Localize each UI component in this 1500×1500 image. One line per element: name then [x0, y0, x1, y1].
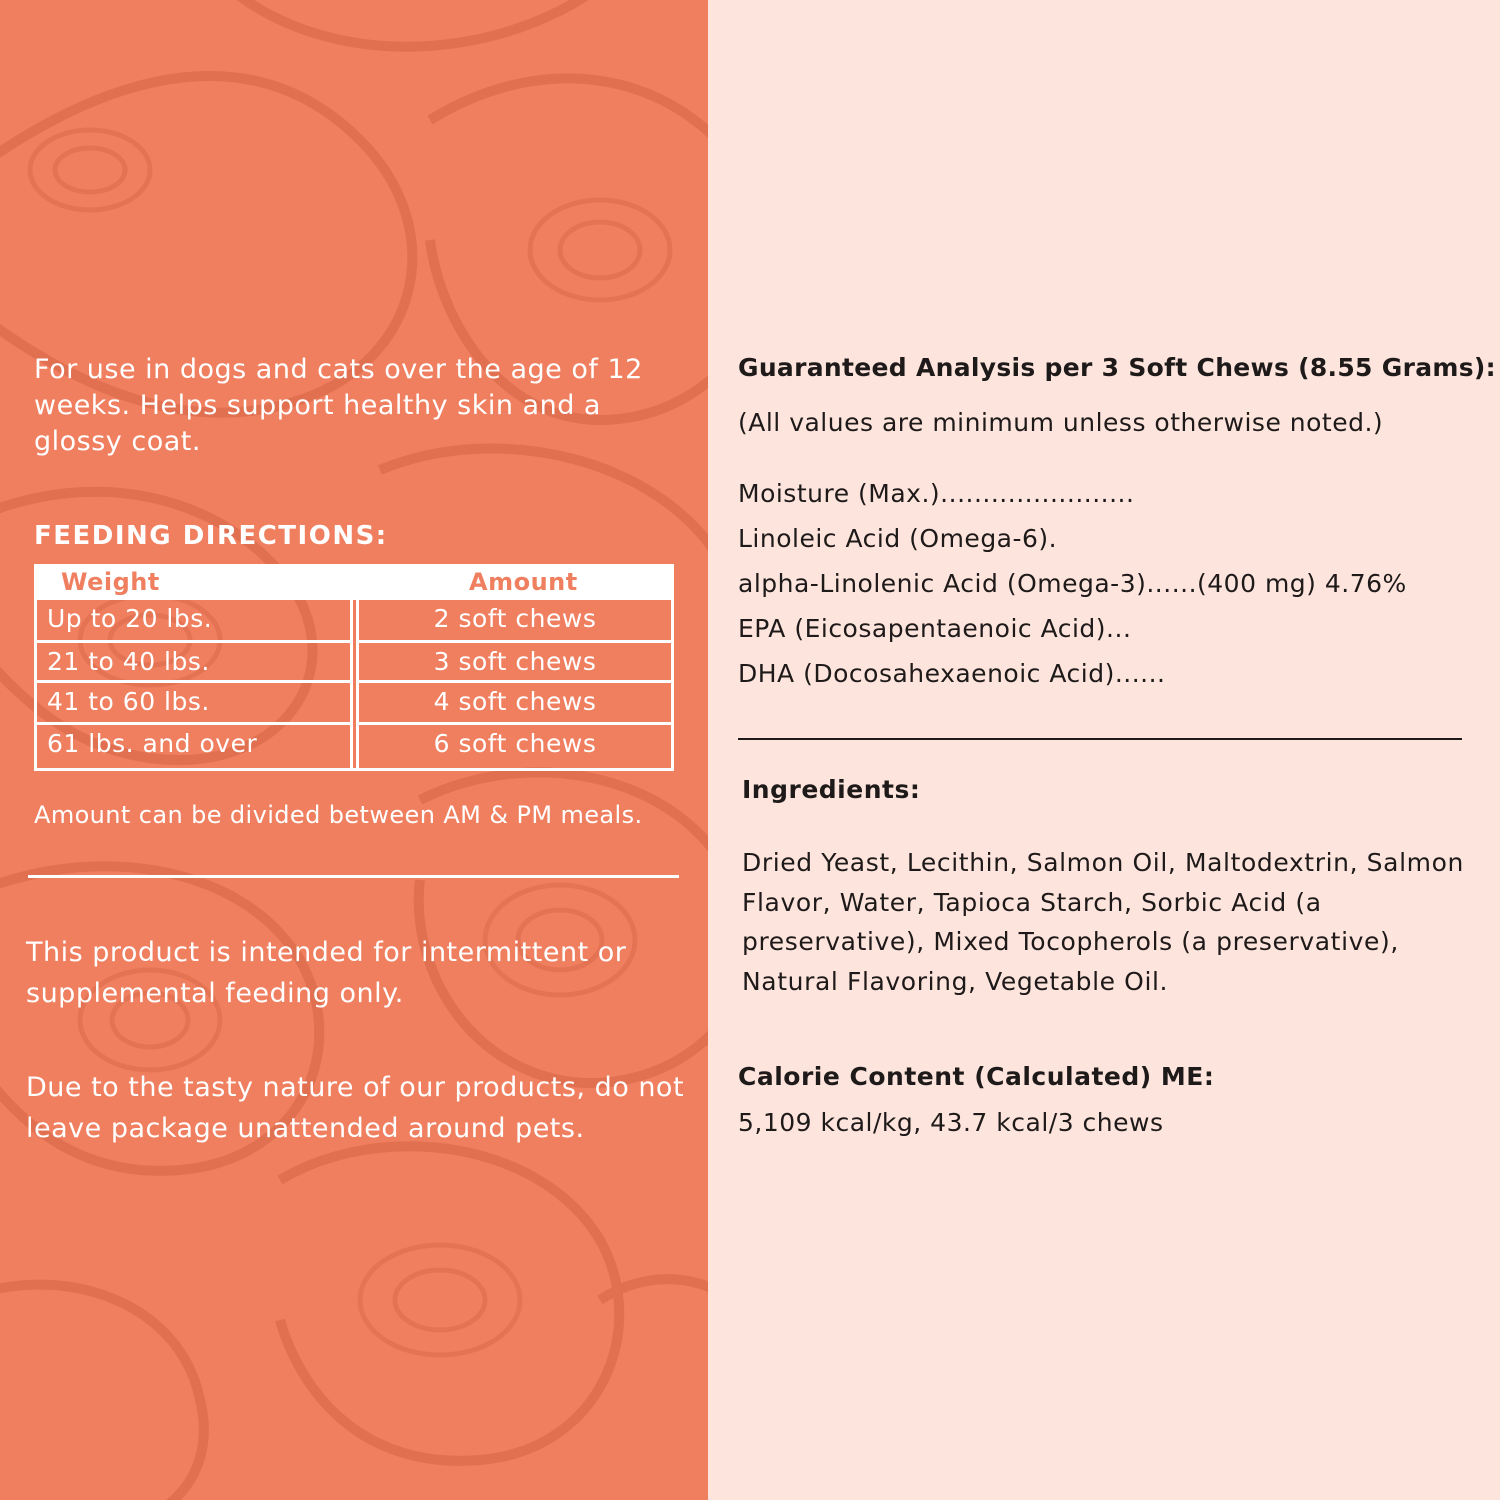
divided-note: Amount can be divided between AM & PM meals. — [34, 801, 643, 829]
list-item: EPA (Eicosapentaenoic Acid)... — [738, 614, 1132, 643]
feeding-directions-title: FEEDING DIRECTIONS: — [34, 521, 388, 551]
supplemental-feeding-note: This product is intended for intermittent or supplemental feeding only. — [26, 937, 627, 1009]
left-content — [0, 0, 708, 1500]
left-panel — [0, 0, 708, 1500]
ingredients-title: Ingredients: — [742, 775, 921, 804]
left-divider — [28, 875, 679, 878]
cell-weight: 41 to 60 lbs. — [37, 683, 353, 725]
guaranteed-analysis-note: (All values are minimum unless otherwise noted.) — [738, 408, 1384, 437]
cell-amount: 6 soft chews — [356, 725, 671, 768]
package-warning: Due to the tasty nature of our products, do not leave package unattended around pets. — [26, 1072, 685, 1144]
feeding-table — [34, 564, 674, 771]
calorie-content-title: Calorie Content (Calculated) ME: — [738, 1062, 1215, 1091]
cell-weight: 61 lbs. and over — [37, 725, 353, 768]
ingredients-text: Dried Yeast, Lecithin, Salmon Oil, Maltodextrin, Salmon Flavor, Water, Tapioca Starch, Sorbic Acid (a preservative), Mixed Tocopherols (a preservative), Natural Flavoring, Vegetable Oil. — [742, 848, 1464, 996]
list-item: Moisture (Max.)....................... — [738, 479, 1135, 508]
list-item: DHA (Docosahexaenoic Acid)...... — [738, 659, 1166, 688]
header-amount: Amount — [469, 568, 578, 596]
intro-text: For use in dogs and cats over the age of 12 weeks. Helps support healthy skin and a glossy coat. — [34, 354, 643, 457]
calorie-content-value: 5,109 kcal/kg, 43.7 kcal/3 chews — [738, 1108, 1164, 1137]
table-row — [37, 643, 671, 683]
cell-amount: 3 soft chews — [356, 643, 671, 683]
header-weight: Weight — [61, 568, 160, 596]
list-item: Linoleic Acid (Omega-6). — [738, 524, 1058, 553]
guaranteed-analysis-list — [738, 476, 1407, 701]
right-panel — [708, 0, 1500, 1500]
feeding-table-header — [37, 567, 671, 600]
cell-amount: 4 soft chews — [356, 683, 671, 725]
right-divider — [738, 738, 1462, 740]
cell-weight: Up to 20 lbs. — [37, 600, 353, 643]
cell-amount: 2 soft chews — [356, 600, 671, 643]
cell-weight: 21 to 40 lbs. — [37, 643, 353, 683]
table-row — [37, 725, 671, 768]
table-row — [37, 600, 671, 643]
list-item: alpha-Linolenic Acid (Omega-3)......(400 mg) 4.76% — [738, 569, 1407, 598]
table-row — [37, 683, 671, 725]
guaranteed-analysis-title: Guaranteed Analysis per 3 Soft Chews (8.55 Grams): — [738, 353, 1496, 382]
